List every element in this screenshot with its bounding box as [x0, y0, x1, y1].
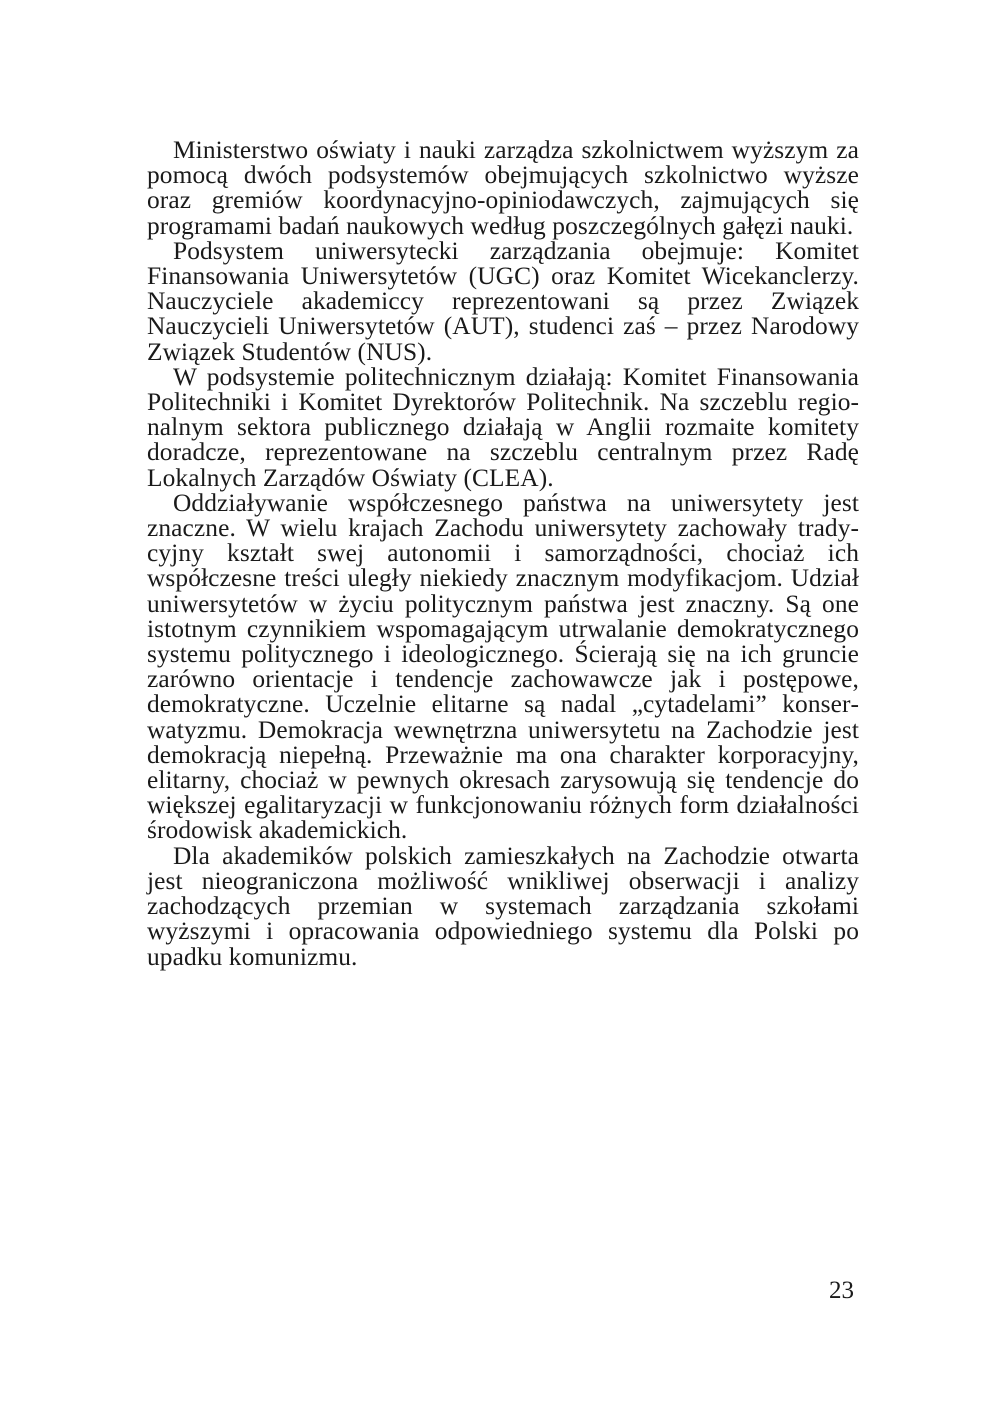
- page-number: 23: [829, 1277, 854, 1304]
- paragraph-akademicy-polscy: Dla akademików polskich zamieszkałych na Zachodzie otwarta jest nieograniczona możliwość wnikliwej obserwacji i analizy zachodzących przemian w systemach zarządzania szkołami wyższymi i opracowania odpowiedniego systemu dla Polski po upadku komunizmu.: [147, 841, 859, 971]
- body-text: [147, 138, 859, 970]
- paragraph-podsystem-politechniczny: W podsystemie politechnicznym działają: Komitet Finansowania Politechniki i Komitet Dyrektorów Politechnik. Na szczeblu regionalnym sektora publicznego działają w Anglii rozmaite komitety doradcze, reprezentowane na szczeblu centralnym przez Radę Lokalnych Zarządów Oświaty (CLEA).: [147, 362, 859, 492]
- paragraph-ministerstwo: Ministerstwo oświaty i nauki zarządza szkolnictwem wyższym za pomocą dwóch podsystemów obejmujących szkolnictwo wyższe oraz gremiów koordynacyjno-opiniodawczych, zajmujących się programami badań naukowych według poszczególnych gałęzi nauki.: [147, 136, 859, 240]
- paragraph-oddzialywanie-panstwa: Oddziaływanie współczesnego państwa na uniwersytety jest znaczne. W wielu krajach Zachodu uniwersytety zachowały tradycyjny kształt swej autonomii i samorządności, chociaż ich współczesne treści uległy niekiedy znacznym modyfikacjom. Udział uniwersytetów w życiu politycznym państwa jest znaczny. Są one istotnym czynnikiem wspomagającym utrwalanie demokratycznego systemu politycznego i ideologicznego. Ścierają się na ich gruncie zarówno orientacje i tendencje zachowawcze jak i postępowe, demokratyczne. Uczelnie elitarne są nadal „cytadelami” konserwatyzmu. Demokracja wewnętrzna uniwersytetu na Zachodzie jest demokracją niepełną. Przeważnie ma ona charakter korporacyjny, elitarny, chociaż w pewnych okresach zarysowują się tendencje do większej egalitaryzacji w funkcjonowaniu różnych form działalności środowisk akademickich.: [147, 488, 859, 845]
- paragraph-podsystem-uniwersytecki: Podsystem uniwersytecki zarządzania obejmuje: Komitet Finansowania Uniwersytetów (UGC) oraz Komitet Wicekanclerzy. Nauczyciele akademiccy reprezentowani są przez Związek Nauczycieli Uniwersytetów (AUT), studenci zaś – przez Narodowy Związek Studentów (NUS).: [147, 236, 859, 366]
